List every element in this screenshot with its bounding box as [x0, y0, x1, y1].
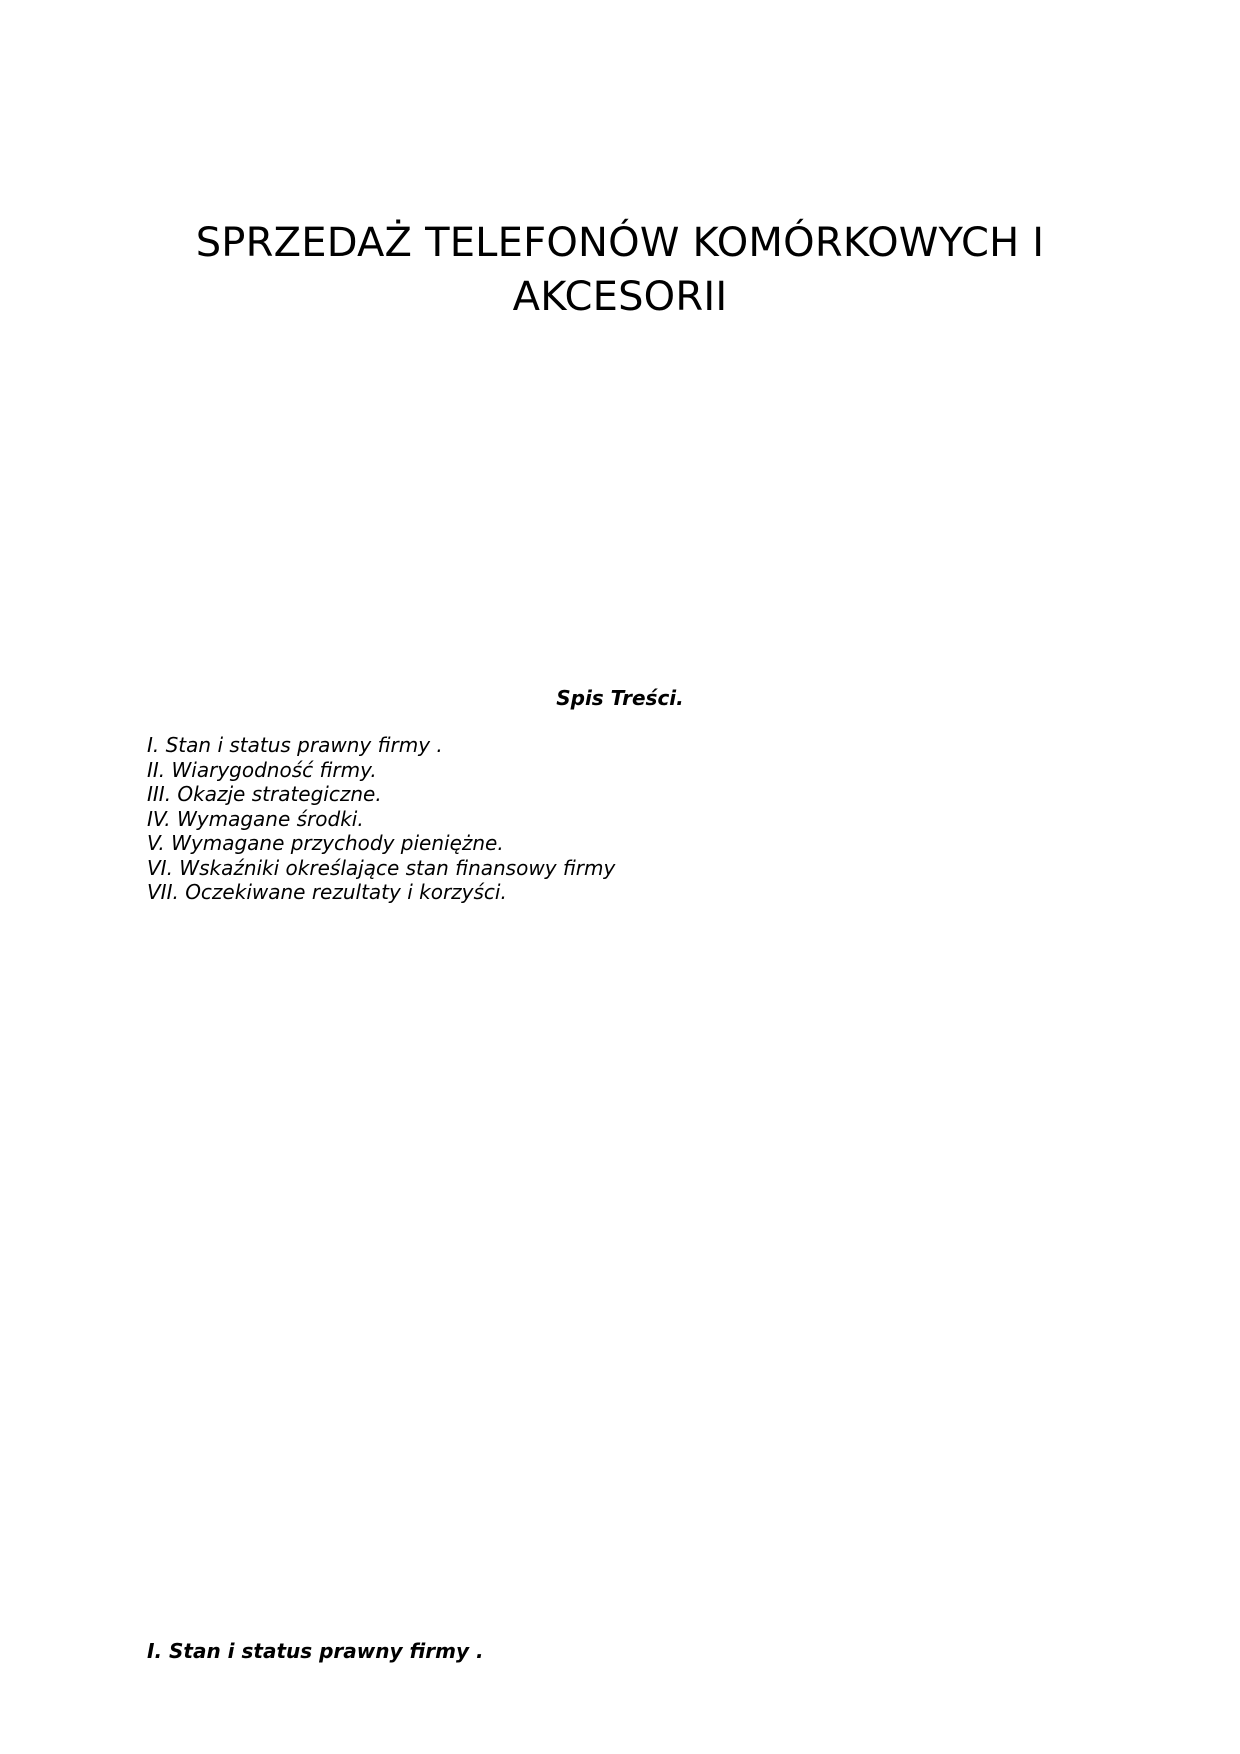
toc-item-2: II. Wiarygodność firmy.	[147, 757, 377, 782]
toc-item-6: VI. Wskaźniki określające stan finansowy firmy	[147, 855, 616, 880]
toc-item-5: V. Wymagane przychody pieniężne.	[147, 831, 504, 855]
table-of-contents	[147, 733, 615, 905]
toc-item-3: III. Okazje strategiczne.	[147, 782, 382, 806]
toc-item-1: I. Stan i status prawny firmy .	[147, 733, 443, 757]
document-title-line-1: SPRZEDAŻ TELEFONÓW KOMÓRKOWYCH I	[195, 220, 1045, 266]
toc-item-4: IV. Wymagane środki.	[147, 806, 364, 831]
toc-heading: Spis Treści.	[556, 686, 684, 710]
document-title	[0, 216, 1240, 324]
document-title-line-2: AKCESORII	[512, 274, 728, 320]
toc-item-7: VII. Oczekiwane rezultaty i korzyści.	[147, 880, 507, 904]
section-heading-1: I. Stan i status prawny firmy .	[147, 1639, 484, 1663]
